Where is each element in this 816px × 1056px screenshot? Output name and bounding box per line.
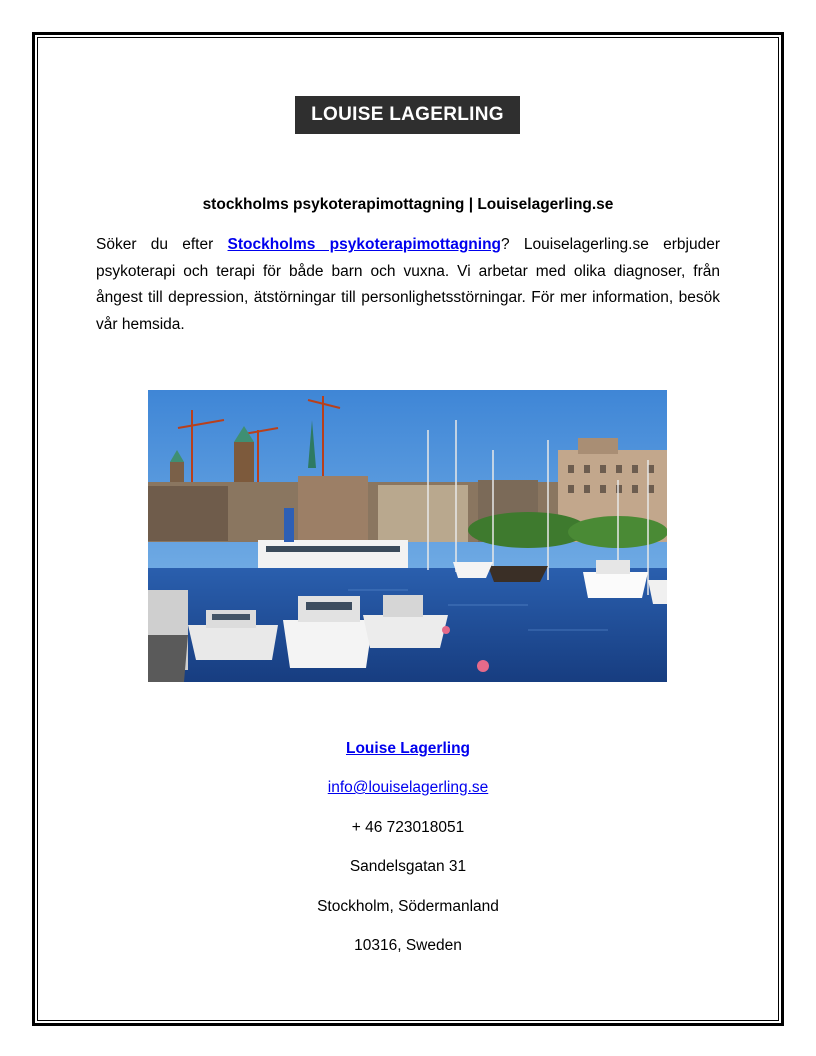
contact-email-link[interactable]: info@louiselagerling.se [327, 779, 489, 796]
body-paragraph [96, 232, 720, 338]
body-rest: ? Louiselagerling.se erbjuder psykoterapi och terapi för både barn och vuxna. Vi arbetar med olika diagnoser, från ångest till depression, ätstörningar till personlighetsstörningar. För mer information, besök vår hemsida. [96, 236, 720, 333]
contact-phone: + 46 723018051 [351, 819, 465, 836]
contact-zip-country: 10316, Sweden [354, 937, 462, 954]
contact-name [96, 740, 720, 758]
psykoterapimottagning-link[interactable]: Stockholms psykoterapimottagning [227, 236, 502, 253]
document-title: stockholms psykoterapimottagning | Louiselagerling.se [202, 196, 614, 213]
contact-street: Sandelsgatan 31 [349, 858, 467, 875]
logo-banner [295, 96, 520, 134]
logo-text: LOUISE LAGERLING [311, 104, 504, 125]
contact-city: Stockholm, Södermanland [317, 898, 499, 915]
stockholm-harbor-photo [148, 390, 667, 682]
body-lead: Söker du efter [96, 236, 228, 253]
contact-name-link[interactable]: Louise Lagerling [345, 740, 470, 757]
contact-email [96, 779, 720, 797]
